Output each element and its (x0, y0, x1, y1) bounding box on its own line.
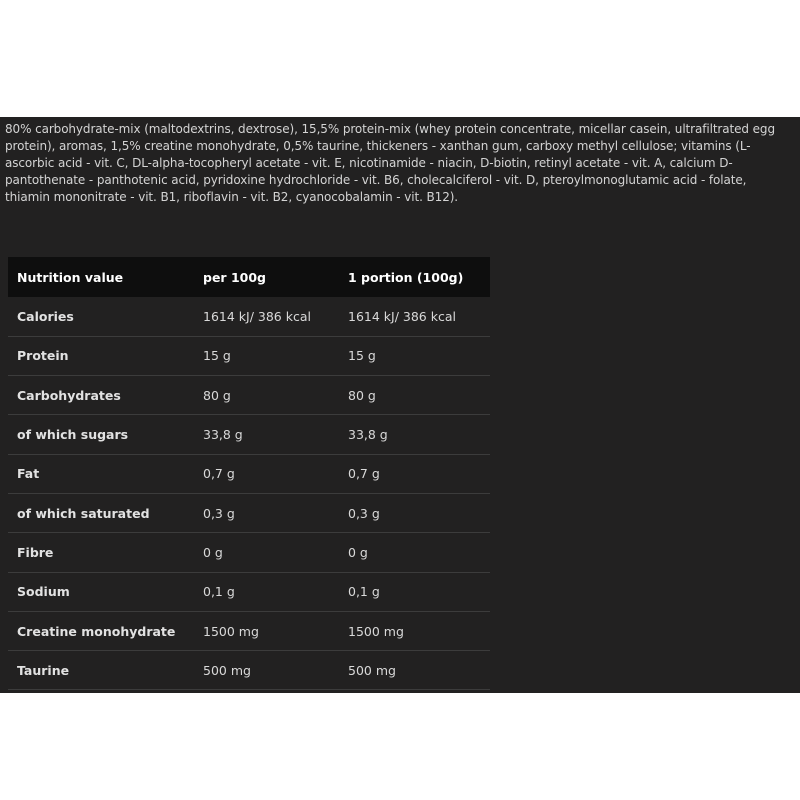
table-row (8, 493, 490, 532)
row-label: Carbohydrates (8, 376, 194, 415)
per-100g-value: 500 mg (194, 651, 339, 690)
per-100g-value: 33,8 g (194, 415, 339, 454)
row-label: of which saturated (8, 493, 194, 532)
per-100g-value: 1500 mg (194, 611, 339, 650)
per-portion-value: 1614 kJ/ 386 kcal (339, 297, 490, 336)
table-row (8, 651, 490, 690)
table-row (8, 336, 490, 375)
row-label: of which sugars (8, 415, 194, 454)
per-portion-value: 80 g (339, 376, 490, 415)
table-row (8, 297, 490, 336)
row-label: Creatine monohydrate (8, 611, 194, 650)
nutrition-table-header (8, 257, 490, 297)
per-portion-value: 500 mg (339, 651, 490, 690)
table-row (8, 376, 490, 415)
ingredients-text: 80% carbohydrate-mix (maltodextrins, dextrose), 15,5% protein-mix (whey protein concentrate, micellar casein, ultrafiltrated egg protein), aromas, 1,5% creatine monohydrate, 0,5% taurine, thickeners - xanthan gum, carboxy methyl cellulose; vitamins (L-ascorbic acid - vit. C, DL-alpha-tocopheryl acetate - vit. E, nicotinamide - niacin, D-biotin, retinyl acetate - vit. A, calcium D-pantothenate - panthotenic acid, pyridoxine hydrochloride - vit. B6, cholecalciferol - vit. D, pteroylmonoglutamic acid - folate, thiamin mononitrate - vit. B1, riboflavin - vit. B2, cyanocobalamin - vit. B12). (5, 122, 775, 204)
table-row (8, 611, 490, 650)
header-nutrition-value: Nutrition value (8, 257, 194, 297)
per-100g-value: 0,3 g (194, 493, 339, 532)
product-info-panel (0, 117, 800, 693)
row-label: Fat (8, 454, 194, 493)
per-100g-value: 0,7 g (194, 454, 339, 493)
header-row (8, 257, 490, 297)
header-per-portion: 1 portion (100g) (339, 257, 490, 297)
per-100g-value: 1614 kJ/ 386 kcal (194, 297, 339, 336)
nutrition-table-body (8, 297, 490, 690)
per-portion-value: 15 g (339, 336, 490, 375)
per-100g-value: 0,1 g (194, 572, 339, 611)
header-per-100g: per 100g (194, 257, 339, 297)
per-portion-value: 0 g (339, 533, 490, 572)
row-label: Calories (8, 297, 194, 336)
per-100g-value: 15 g (194, 336, 339, 375)
row-label: Fibre (8, 533, 194, 572)
per-portion-value: 0,1 g (339, 572, 490, 611)
row-label: Protein (8, 336, 194, 375)
per-portion-value: 0,3 g (339, 493, 490, 532)
table-row (8, 454, 490, 493)
row-label: Sodium (8, 572, 194, 611)
row-label: Taurine (8, 651, 194, 690)
table-row (8, 572, 490, 611)
per-portion-value: 1500 mg (339, 611, 490, 650)
per-100g-value: 0 g (194, 533, 339, 572)
per-100g-value: 80 g (194, 376, 339, 415)
table-row (8, 533, 490, 572)
table-row (8, 415, 490, 454)
nutrition-table (8, 257, 490, 690)
per-portion-value: 0,7 g (339, 454, 490, 493)
per-portion-value: 33,8 g (339, 415, 490, 454)
